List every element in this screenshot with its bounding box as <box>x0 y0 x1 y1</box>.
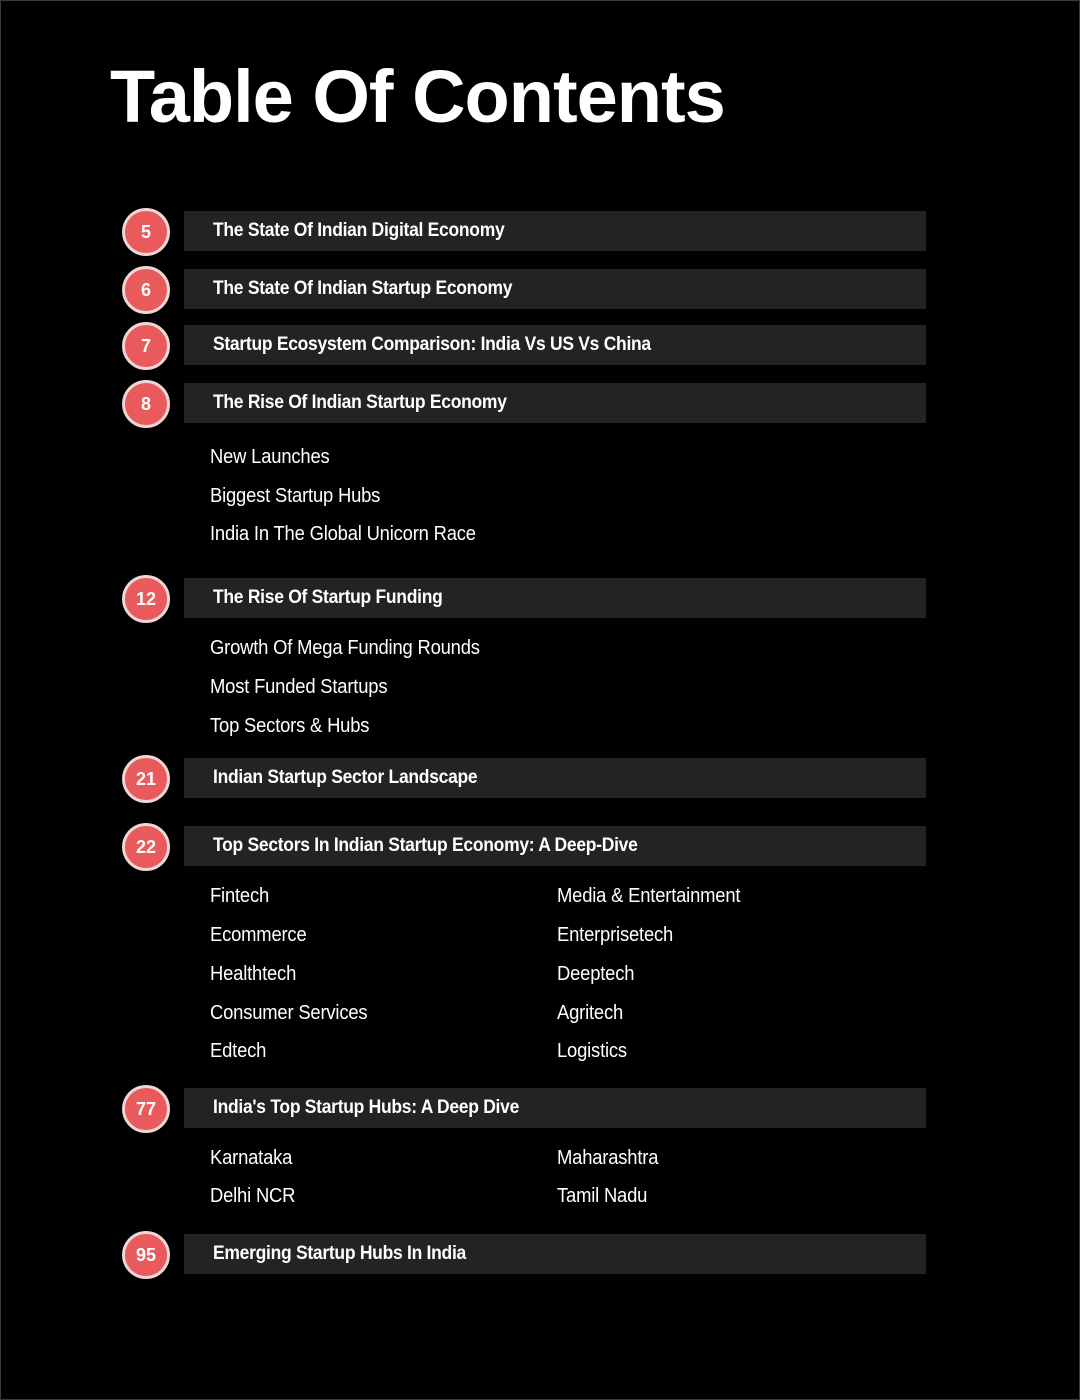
subsection-link[interactable]: Ecommerce <box>210 924 307 946</box>
section-bar[interactable] <box>184 1088 926 1128</box>
page-number-badge: 6 <box>122 266 170 314</box>
section-title: The State Of Indian Startup Economy <box>213 278 513 299</box>
page-number-badge: 5 <box>122 208 170 256</box>
section-title: The Rise Of Indian Startup Economy <box>213 392 507 413</box>
subsection-link[interactable]: Tamil Nadu <box>557 1185 648 1207</box>
subsection-link[interactable]: New Launches <box>210 446 330 468</box>
subsection-link[interactable]: Edtech <box>210 1040 267 1062</box>
page-number-badge: 8 <box>122 380 170 428</box>
subsection-link[interactable]: Maharashtra <box>557 1147 659 1169</box>
section-title: The State Of Indian Digital Economy <box>213 220 505 241</box>
subsection-link[interactable]: Delhi NCR <box>210 1185 296 1207</box>
section-bar[interactable] <box>184 578 926 618</box>
section-title: Indian Startup Sector Landscape <box>213 767 478 788</box>
section-bar[interactable] <box>184 211 926 251</box>
section-title: India's Top Startup Hubs: A Deep Dive <box>213 1097 520 1118</box>
section-bar[interactable] <box>184 758 926 798</box>
section-bar[interactable] <box>184 269 926 309</box>
subsection-link[interactable]: Top Sectors & Hubs <box>210 715 370 737</box>
page-number-badge: 95 <box>122 1231 170 1279</box>
subsection-link[interactable]: Biggest Startup Hubs <box>210 485 381 507</box>
page-number-badge: 22 <box>122 823 170 871</box>
subsection-link[interactable]: Logistics <box>557 1040 627 1062</box>
section-bar[interactable] <box>184 325 926 365</box>
subsection-link[interactable]: Karnataka <box>210 1147 293 1169</box>
section-bar[interactable] <box>184 826 926 866</box>
subsection-link[interactable]: Enterprisetech <box>557 924 674 946</box>
section-title: Top Sectors In Indian Startup Economy: A Deep-Dive <box>213 835 638 856</box>
page-number-badge: 21 <box>122 755 170 803</box>
subsection-link[interactable]: Media & Entertainment <box>557 885 741 907</box>
page-number-badge: 7 <box>122 322 170 370</box>
section-title: Startup Ecosystem Comparison: India Vs US Vs China <box>213 334 651 355</box>
page-number-badge: 77 <box>122 1085 170 1133</box>
page-title: Table Of Contents <box>110 55 725 138</box>
subsection-link[interactable]: Most Funded Startups <box>210 676 388 698</box>
section-bar[interactable] <box>184 383 926 423</box>
subsection-link[interactable]: Deeptech <box>557 963 635 985</box>
subsection-link[interactable]: Growth Of Mega Funding Rounds <box>210 637 480 659</box>
subsection-link[interactable]: Agritech <box>557 1002 624 1024</box>
page-number-badge: 12 <box>122 575 170 623</box>
subsection-link[interactable]: Fintech <box>210 885 270 907</box>
section-title: The Rise Of Startup Funding <box>213 587 443 608</box>
section-title: Emerging Startup Hubs In India <box>213 1243 466 1264</box>
subsection-link[interactable]: India In The Global Unicorn Race <box>210 523 476 545</box>
subsection-link[interactable]: Consumer Services <box>210 1002 368 1024</box>
subsection-link[interactable]: Healthtech <box>210 963 297 985</box>
section-bar[interactable] <box>184 1234 926 1274</box>
